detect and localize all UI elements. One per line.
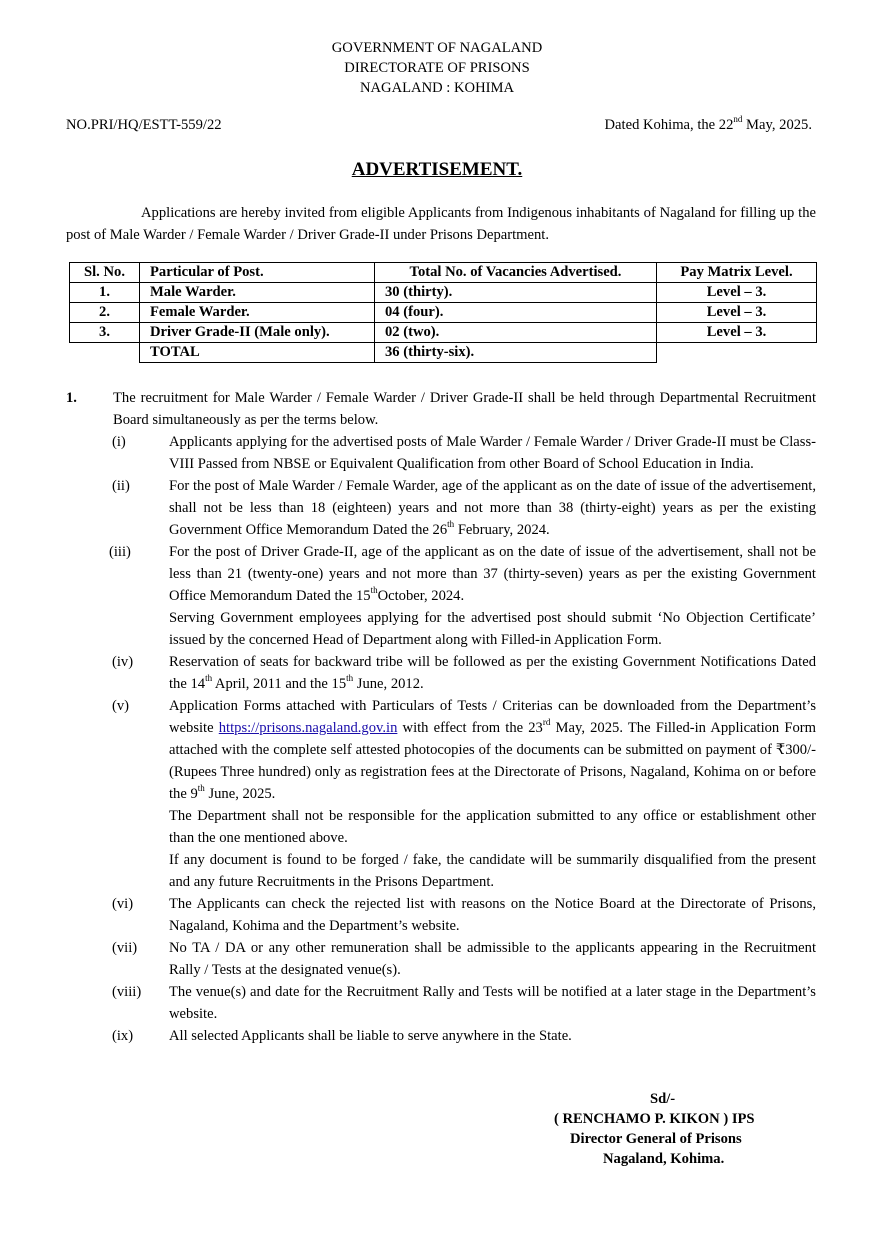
- item-number: (i): [112, 434, 126, 450]
- item-text: Applicants applying for the advertised posts of Male Warder / Female Warder / Driver Grade-II must be Class-VIII Passed from NBSE or Equivalent Qualification from other Board of School Education in India.: [169, 434, 816, 472]
- table-cell: Female Warder.: [140, 303, 375, 323]
- item-number: (iv): [112, 654, 134, 670]
- paragraph-text: The recruitment for Male Warder / Female Warder / Driver Grade-II shall be held through Departmental Recruitment Board simultaneously as per the terms below.: [113, 390, 816, 428]
- item-number: (ix): [112, 1028, 134, 1044]
- item-text: For the post of Male Warder / Female Warder, age of the applicant as on the date of issue of the advertisement, shall not be less than 18 (eighteen) years and not more than 38 (thirty-eight) years as per the existing Government Office Memorandum Dated the 26th February, 2024.: [169, 478, 816, 538]
- table-row: [70, 323, 817, 343]
- table-cell: 2.: [70, 303, 140, 323]
- table-cell: Driver Grade-II (Male only).: [140, 323, 375, 343]
- table-header: Particular of Post.: [140, 263, 375, 283]
- table-total-value: 36 (thirty-six).: [375, 343, 657, 363]
- table-cell: Level – 3.: [657, 323, 817, 343]
- table-cell: 02 (two).: [375, 323, 657, 343]
- reference-number: NO.PRI/HQ/ESTT-559/22: [66, 117, 222, 133]
- list-item: [66, 695, 816, 893]
- item-number: (iii): [109, 544, 131, 560]
- item-text: No TA / DA or any other remuneration shall be admissible to the applicants appearing in the Recruitment Rally / Tests at the designated venue(s).: [169, 940, 816, 978]
- item-text: For the post of Driver Grade-II, age of the applicant as on the date of issue of the advertisement, shall not be less than 21 (twenty-one) years and not more than 37 (thirty-seven) years as per the existing Government Office Memorandum Dated the 15thOctober, 2024.: [169, 544, 816, 604]
- vacancy-table: [69, 262, 817, 363]
- table-header: Pay Matrix Level.: [657, 263, 817, 283]
- table-cell: 04 (four).: [375, 303, 657, 323]
- paragraph-number: 1.: [66, 390, 77, 406]
- table-row: [70, 283, 817, 303]
- item-number: (vii): [112, 940, 138, 956]
- list-item: [66, 431, 816, 475]
- signatory-place: Nagaland, Kohima.: [603, 1151, 725, 1167]
- list-item: [66, 541, 816, 651]
- reference-line: [66, 115, 812, 135]
- item-number: (ii): [112, 478, 130, 494]
- signatory-name: ( RENCHAMO P. KIKON ) IPS: [554, 1111, 755, 1127]
- table-total-label: TOTAL: [140, 343, 375, 363]
- item-note: The Department shall not be responsible for the application submitted to any office or establishment other than the one mentioned above.: [169, 808, 816, 846]
- item-text: Reservation of seats for backward tribe will be followed as per the existing Government Notifications Dated the 14th April, 2011 and the 15th June, 2012.: [169, 654, 816, 692]
- item-note: Serving Government employees applying for the advertised post should submit ‘No Objection Certificate’ issued by the concerned Head of Department along with Filled-in Application Form.: [169, 610, 816, 648]
- list-item: [66, 1025, 816, 1047]
- table-header: Total No. of Vacancies Advertised.: [375, 263, 657, 283]
- page-title: ADVERTISEMENT.: [351, 159, 523, 180]
- intro-paragraph: Applications are hereby invited from eligible Applicants from Indigenous inhabitants of Nagaland for filling up the post of Male Warder / Female Warder / Driver Grade-II under Prisons Department.: [66, 205, 816, 243]
- item-note: If any document is found to be forged / fake, the candidate will be summarily disqualified from the present and any future Recruitments in the Prisons Department.: [169, 852, 816, 890]
- reference-date: Dated Kohima, the 22nd May, 2025.: [604, 114, 812, 133]
- item-text: The venue(s) and date for the Recruitment Rally and Tests will be notified at a later stage in the Department’s website.: [169, 984, 816, 1022]
- table-cell: 30 (thirty).: [375, 283, 657, 303]
- list-item: [66, 893, 816, 937]
- header-directorate: DIRECTORATE OF PRISONS: [344, 60, 530, 76]
- table-cell: 1.: [70, 283, 140, 303]
- signature-block: [540, 1089, 790, 1169]
- table-total-row: [70, 343, 817, 363]
- item-number: (v): [112, 698, 130, 714]
- table-cell: Level – 3.: [657, 283, 817, 303]
- header-location: NAGALAND : KOHIMA: [359, 80, 515, 96]
- table-header: Sl. No.: [70, 263, 140, 283]
- item-number: (viii): [112, 984, 142, 1000]
- signature-sd: Sd/-: [650, 1091, 676, 1107]
- item-number: (vi): [112, 896, 134, 912]
- list-item: [66, 981, 816, 1025]
- terms-list: [66, 431, 816, 1047]
- list-item: [66, 651, 816, 695]
- header-government: GOVERNMENT OF NAGALAND: [331, 40, 543, 56]
- table-header-row: [70, 263, 817, 283]
- signatory-designation: Director General of Prisons: [570, 1131, 742, 1147]
- table-cell: 3.: [70, 323, 140, 343]
- item-text: All selected Applicants shall be liable to serve anywhere in the State.: [169, 1028, 572, 1044]
- list-item: [66, 937, 816, 981]
- table-row: [70, 303, 817, 323]
- list-item: [66, 475, 816, 541]
- website-link[interactable]: https://prisons.nagaland.gov.in: [218, 720, 398, 736]
- table-cell: Level – 3.: [657, 303, 817, 323]
- table-cell: Male Warder.: [140, 283, 375, 303]
- item-text: The Applicants can check the rejected list with reasons on the Notice Board at the Directorate of Prisons, Nagaland, Kohima and the Department’s website.: [169, 896, 816, 934]
- item-text: Application Forms attached with Particulars of Tests / Criterias can be downloaded from the Department’s website https://prisons.nagaland.gov.in with effect from the 23rd May, 2025. The Filled-in Application Form attached with the complete self attested photocopies of the documents can be submitted on payment of ₹300/- (Rupees Three hundred) only as registration fees at the Directorate of Prisons, Nagaland, Kohima on or before the 9th June, 2025.: [169, 698, 817, 802]
